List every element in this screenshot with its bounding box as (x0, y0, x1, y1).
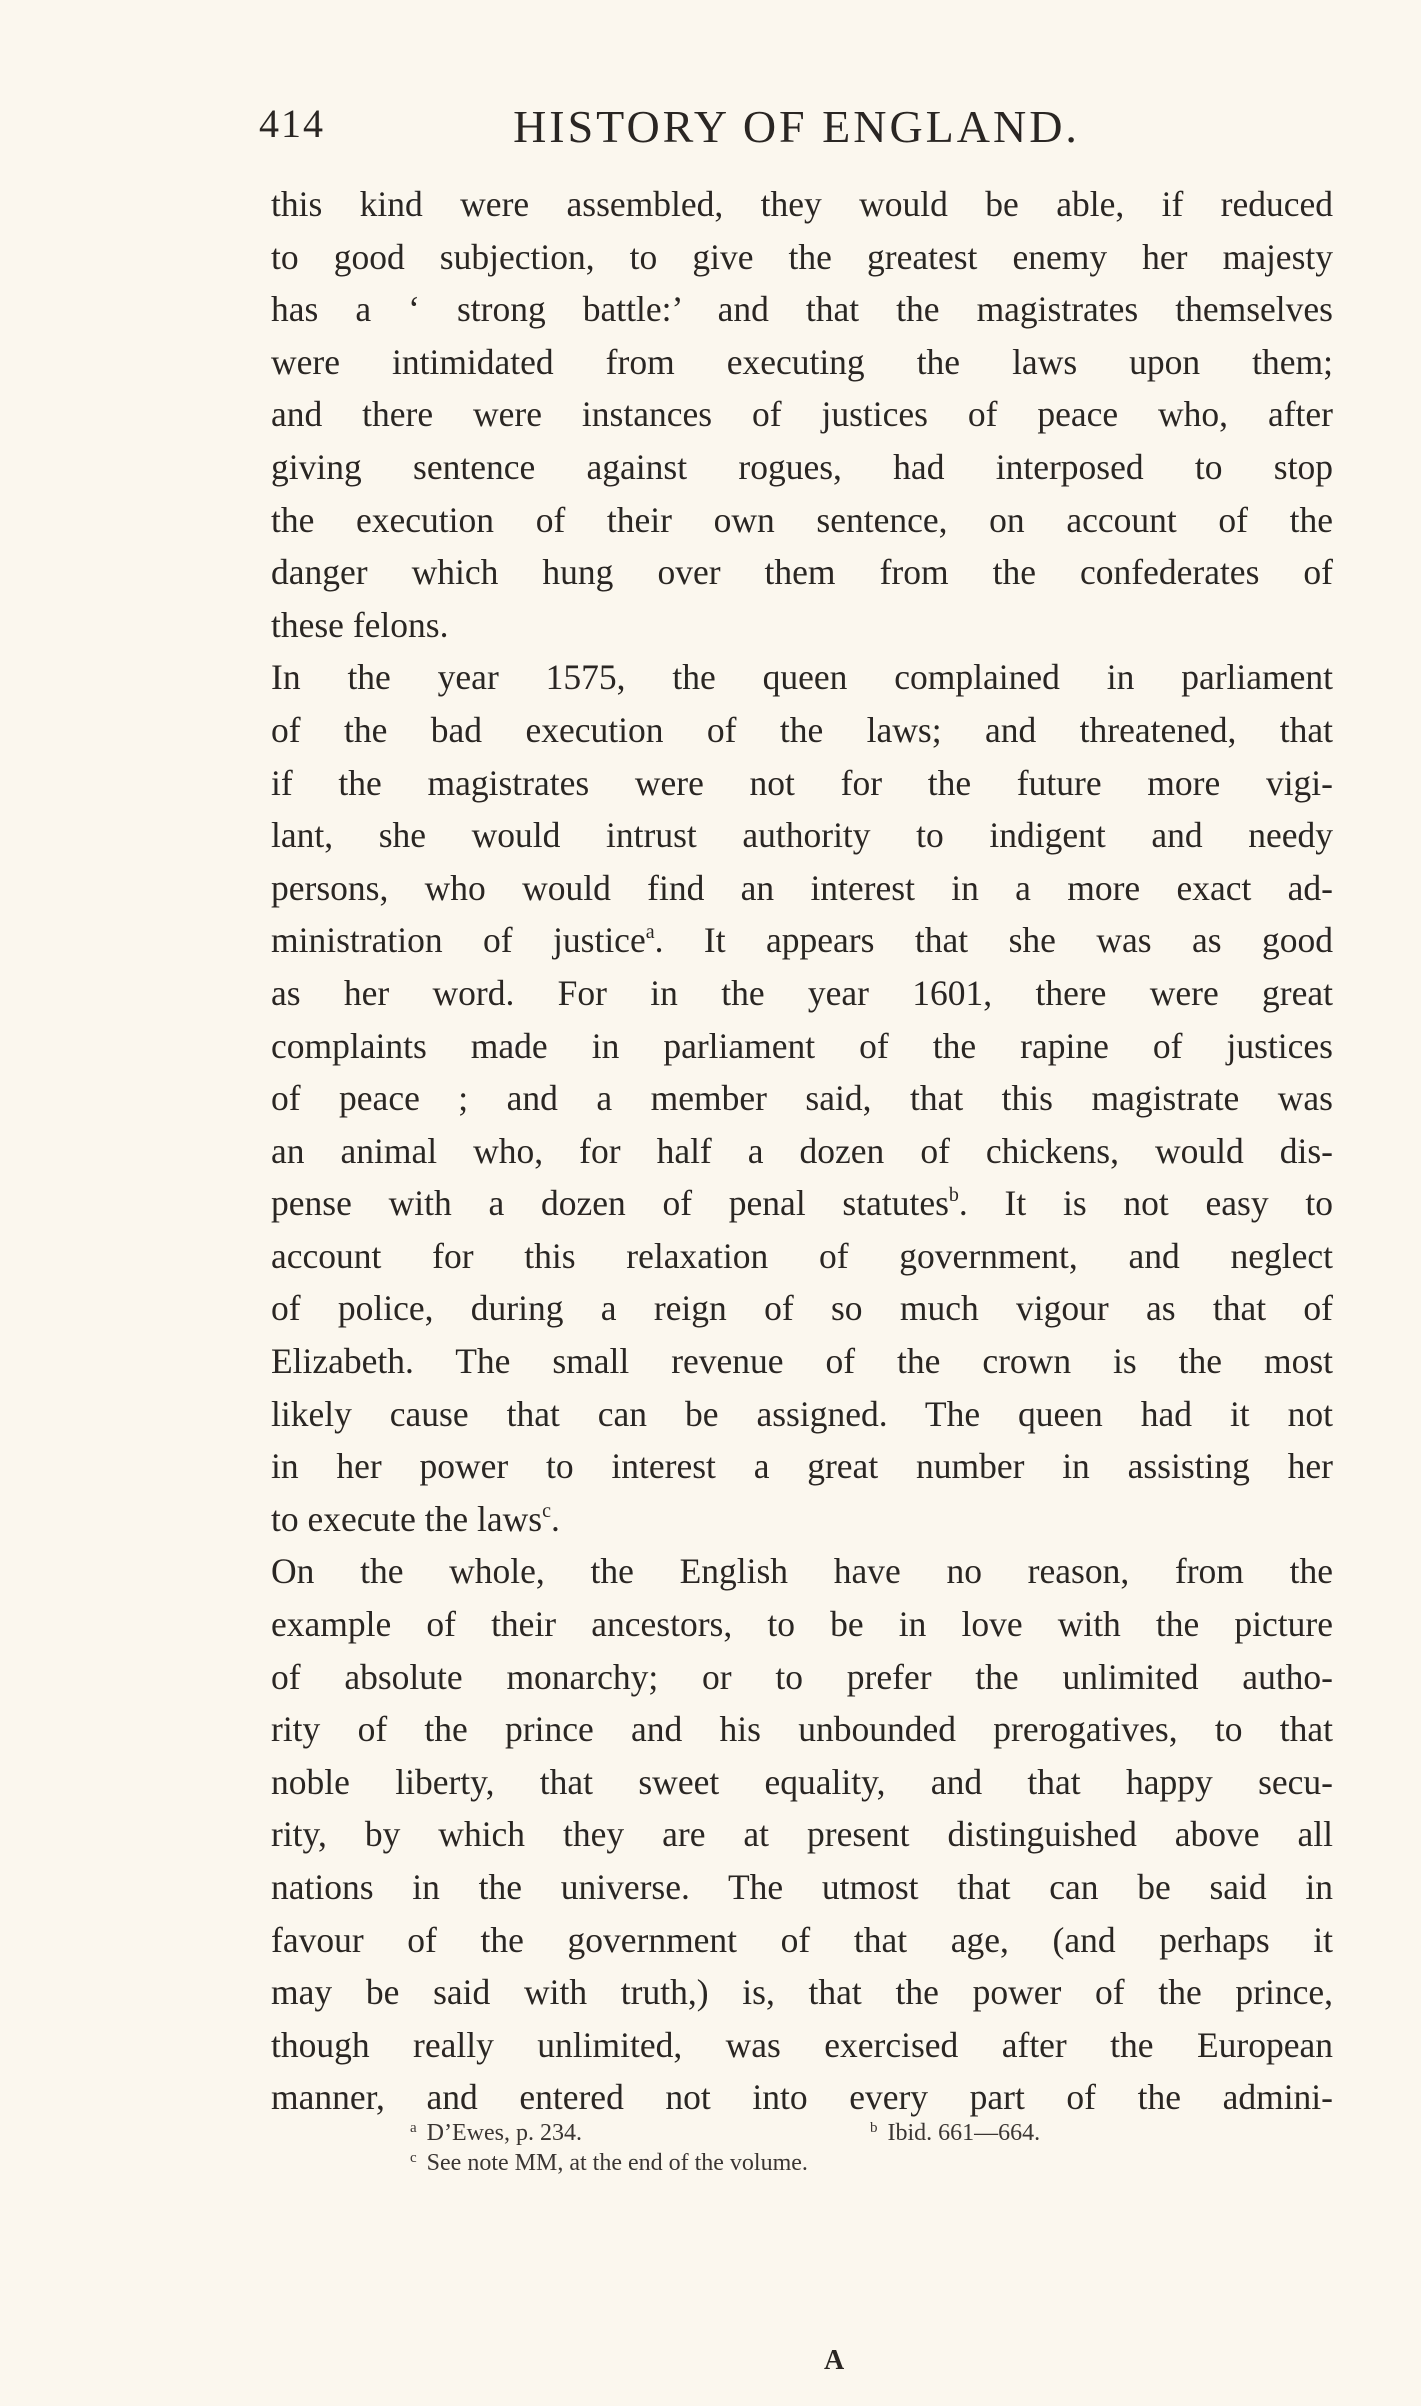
text-line (271, 1493, 1333, 1546)
footnote-text: Ibid. 661—664. (887, 2120, 1041, 2146)
text-line: to good subjection, to give the greatest enemy her majesty (271, 236, 1333, 277)
text-line: likely cause that can be assigned. The queen had it not (271, 1393, 1333, 1434)
text-line: In the year 1575, the queen complained in parliament (271, 657, 1333, 698)
text-line: an animal who, for half a dozen of chickens, would dis- (271, 1130, 1333, 1171)
text-line: may be said with truth,) is, that the power of the prince, (271, 1972, 1333, 2013)
text-segment: ministration of justice (271, 920, 646, 961)
footnote-ref-c: c (542, 1499, 551, 1522)
text-line: though really unlimited, was exercised after the European (271, 2024, 1333, 2065)
text-line: lant, she would intrust authority to indigent and needy (271, 815, 1333, 856)
text-line: has a ‘ strong battle:’ and that the magistrates themselves (271, 289, 1333, 330)
text-line: giving sentence against rogues, had interposed to stop (271, 446, 1333, 487)
text-line: of the bad execution of the laws; and threatened, that (271, 709, 1333, 750)
text-line: Elizabeth. The small revenue of the crown is the most (271, 1341, 1333, 1382)
text-segment: . It is not easy to (958, 1183, 1333, 1224)
footnote-ref-b: b (948, 1184, 959, 1207)
text-line: On the whole, the English have no reason, from the (271, 1551, 1333, 1592)
text-line: rity of the prince and his unbounded prerogatives, to that (271, 1709, 1333, 1750)
footnote-b (870, 2118, 1040, 2151)
text-segment: . (550, 1498, 560, 1539)
signature-mark: A (824, 2345, 845, 2376)
text-line: if the magistrates were not for the future more vigi- (271, 762, 1333, 803)
text-segment: pense with a dozen of penal statutes (271, 1183, 949, 1224)
footnote-mark: b (870, 2120, 878, 2136)
text-line: in her power to interest a great number in assisting her (271, 1446, 1333, 1487)
text-line: manner, and entered not into every part of the admini- (271, 2077, 1333, 2118)
text-segment: . It appears that she was as good (654, 920, 1333, 961)
text-line: this kind were assembled, they would be able, if reduced (271, 184, 1333, 224)
text-line (271, 1177, 1333, 1230)
text-line: were intimidated from executing the laws upon them; (271, 341, 1333, 382)
text-line: of absolute monarchy; or to prefer the unlimited autho- (271, 1656, 1333, 1697)
text-line: complaints made in parliament of the rapine of justices (271, 1025, 1333, 1066)
text-line: the execution of their own sentence, on account of the (271, 499, 1333, 540)
footnote-ref-a: a (645, 921, 655, 944)
text-line: as her word. For in the year 1601, there were great (271, 972, 1333, 1013)
text-line (271, 914, 1333, 967)
text-line: of peace ; and a member said, that this magistrate was (271, 1078, 1333, 1119)
text-line: rity, by which they are at present distinguished above all (271, 1814, 1333, 1855)
text-line: nations in the universe. The utmost that can be said in (271, 1867, 1333, 1907)
text-line: noble liberty, that sweet equality, and that happy secu- (271, 1761, 1333, 1802)
text-line: and there were instances of justices of peace who, after (271, 394, 1333, 435)
page-header (259, 100, 1334, 160)
footnotes (410, 2118, 1310, 2178)
footnote-row (410, 2118, 1310, 2148)
running-title: HISTORY OF ENGLAND. (513, 101, 1080, 152)
footnote-text: See note MM, at the end of the volume. (426, 2150, 808, 2176)
text-line: persons, who would find an interest in a more exact ad- (271, 867, 1333, 908)
text-line: danger which hung over them from the confederates of (271, 552, 1333, 593)
footnote-c (410, 2148, 1310, 2178)
footnote-mark: c (410, 2150, 417, 2166)
text-segment: to execute the laws (271, 1498, 543, 1539)
text-line: these felons. (271, 604, 449, 645)
text-line: account for this relaxation of government, and neglect (271, 1235, 1333, 1276)
footnote-text: D’Ewes, p. 234. (426, 2120, 582, 2146)
text-line: example of their ancestors, to be in love with the picture (271, 1604, 1333, 1645)
page-number: 414 (259, 101, 325, 146)
text-line: of police, during a reign of so much vigour as that of (271, 1288, 1333, 1329)
footnote-mark: a (410, 2120, 417, 2136)
text-line: favour of the government of that age, (and perhaps it (271, 1919, 1333, 1960)
body-text (271, 178, 1333, 2124)
footnote-a (410, 2120, 582, 2146)
